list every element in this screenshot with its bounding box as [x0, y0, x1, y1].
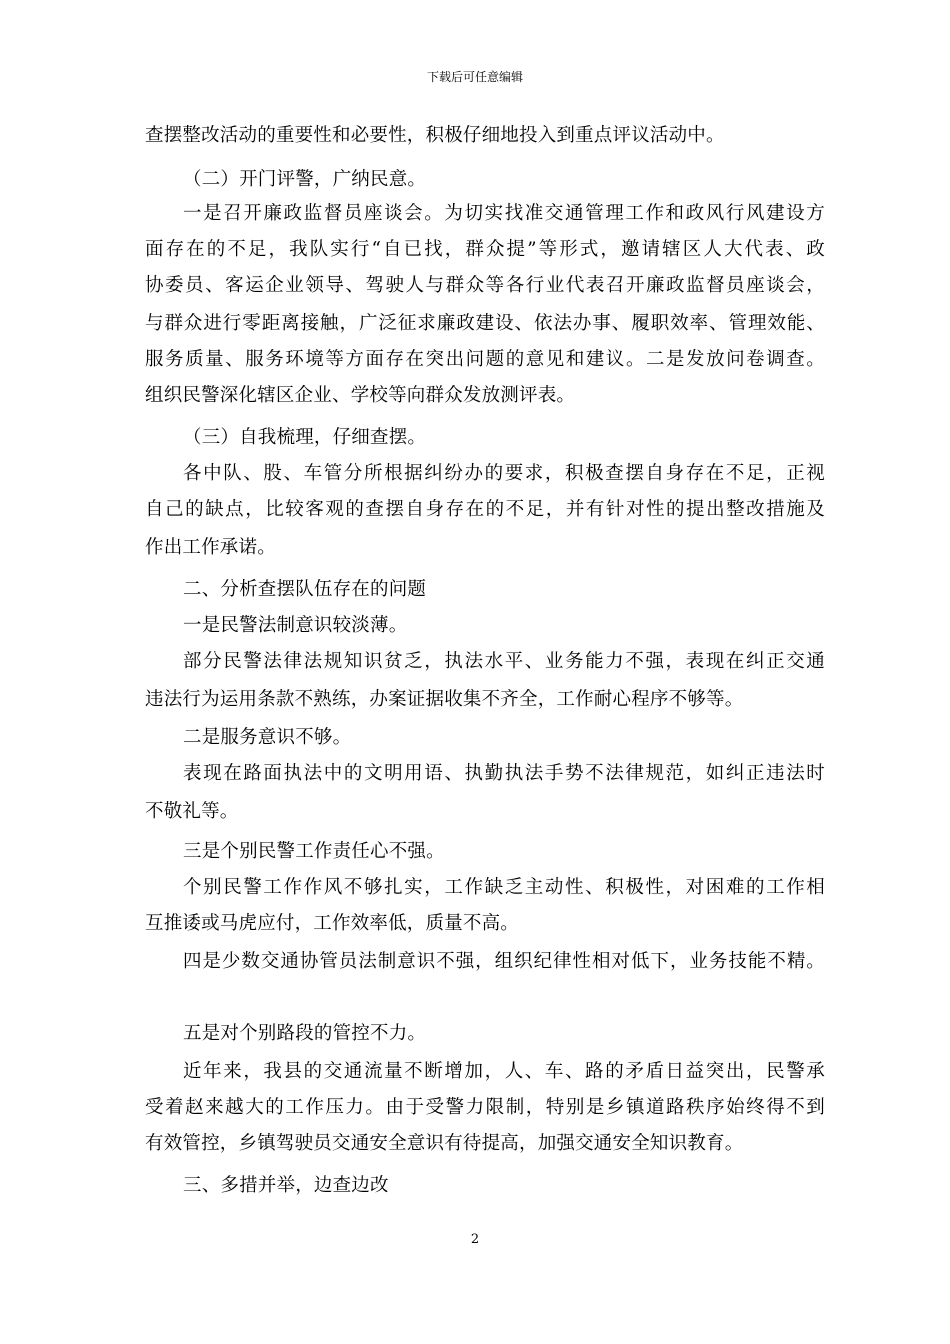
text-line: 互推诿或马虎应付，工作效率低，质量不高。: [145, 913, 520, 934]
text-line: 组织民警深化辖区企业、学校等向群众发放测评表。: [145, 385, 576, 406]
text-line: 表现在路面执法中的文明用语、执勤执法手势不法律规范，如纠正违法时: [183, 763, 825, 784]
text-line: 近年来，我县的交通流量不断增加，人、车、路的矛盾日益突出，民警承: [183, 1061, 825, 1082]
text-line: 面存在的不足，我队实行“自已找，群众提”等形式，邀请辖区人大代表、政: [145, 239, 825, 260]
text-line: 三是个别民警工作责任心不强。: [183, 841, 445, 862]
text-line: 五是对个别路段的管控不力。: [183, 1023, 427, 1044]
text-line: 个别民警工作作风不够扎实，工作缺乏主动性、积极性，对困难的工作相: [183, 877, 825, 898]
text-line: 受着赵来越大的工作压力。由于受警力限制，特别是乡镇道路秩序始终得不到: [145, 1097, 825, 1118]
text-line: 一是召开廉政监督员座谈会。为切实找准交通管理工作和政风行风建设方: [183, 203, 825, 224]
text-line: 自己的缺点，比较客观的查摆自身存在的不足，并有针对性的提出整改措施及: [145, 499, 825, 520]
text-line: 部分民警法律法规知识贫乏，执法水平、业务能力不强，表现在纠正交通: [183, 651, 825, 672]
text-line: 违法行为运用条款不熟练，办案证据收集不齐全，工作耐心程序不够等。: [145, 689, 744, 710]
text-line: 不敬礼等。: [145, 801, 239, 822]
text-line: 各中队、股、车管分所根据纠纷办的要求，积极查摆自身存在不足，正视: [183, 463, 825, 484]
page-number: 2: [470, 1232, 480, 1247]
text-line: 有效管控，乡镇驾驶员交通安全意识有待提高，加强交通安全知识教育。: [145, 1133, 744, 1154]
text-line: 查摆整改活动的重要性和必要性，积极仔细地投入到重点评议活动中。: [145, 125, 725, 146]
text-line: 二、分析查摆队伍存在的问题: [183, 579, 427, 600]
page-header: 下载后可任意编辑: [426, 70, 523, 84]
text-line: （三）自我梳理，仔细查摆。: [183, 427, 427, 448]
text-line: 作出工作承诺。: [145, 537, 276, 558]
text-line: 与群众进行零距离接触，广泛征求廉政建设、依法办事、履职效率、管理效能、: [145, 313, 825, 334]
text-line: 一是民警法制意识较淡薄。: [183, 615, 408, 636]
text-line: （二）开门评警，广纳民意。: [183, 169, 427, 190]
text-line: 三、多措并举，边查边改: [183, 1175, 389, 1196]
text-line: 服务质量、服务环境等方面存在突出问题的意见和建议。二是发放问卷调查。: [145, 349, 825, 370]
text-line: 二是服务意识不够。: [183, 727, 352, 748]
text-line: 协委员、客运企业领导、驾驶人与群众等各行业代表召开廉政监督员座谈会，: [145, 275, 825, 296]
text-line: 四是少数交通协管员法制意识不强，组织纪律性相对低下，业务技能不精。: [183, 951, 825, 972]
